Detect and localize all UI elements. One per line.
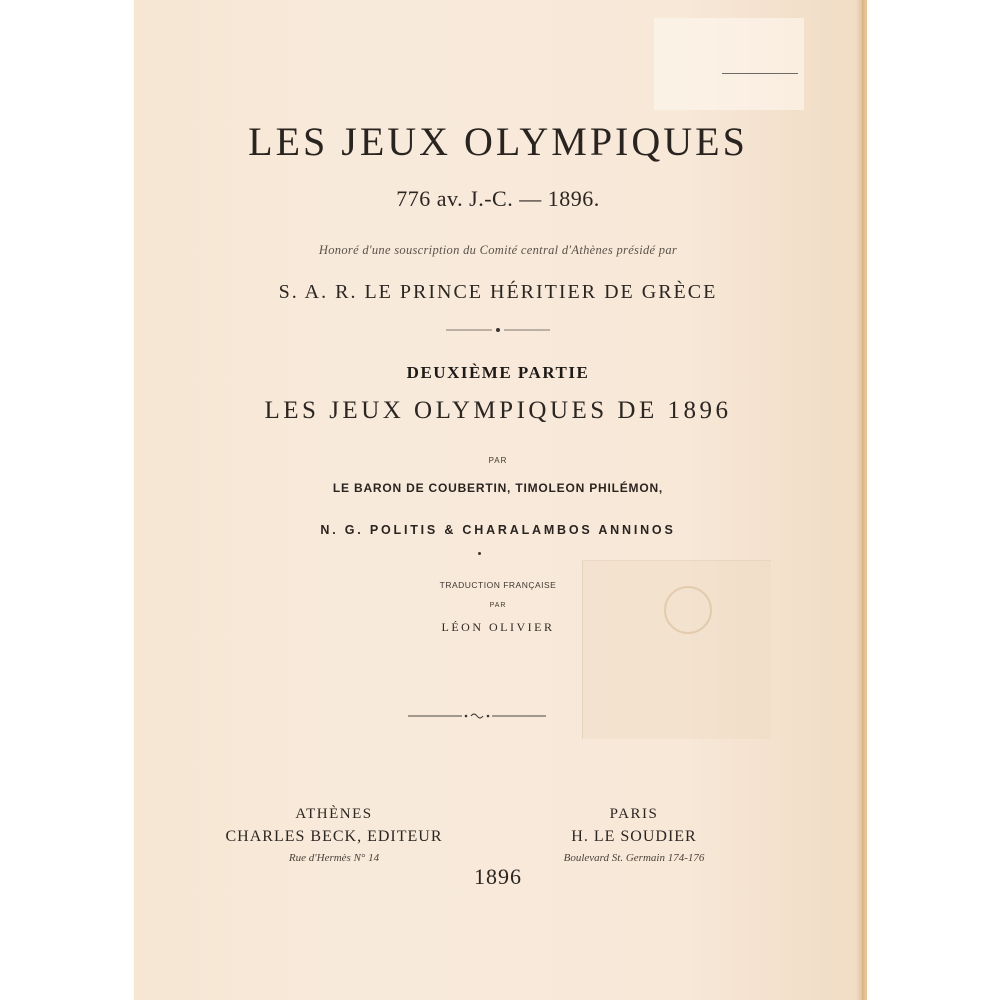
rule-ornament (408, 711, 546, 721)
publisher-athens-name: CHARLES BECK, EDITEUR (225, 828, 443, 845)
publisher-athens-city: ATHÈNES (295, 806, 373, 822)
translator-name: LÉON OLIVIER (441, 620, 555, 634)
translation-label: TRADUCTION FRANÇAISE (439, 580, 557, 590)
publisher-paris-name: H. LE SOUDIER (571, 828, 697, 845)
authors-line-2: N. G. POLITIS & CHARALAMBOS ANNINOS (320, 523, 676, 537)
sponsorship-line: Honoré d'une souscription du Comité central d'Athènes présidé par (318, 243, 678, 257)
publisher-athens-address: Rue d'Hermès N° 14 (288, 852, 380, 864)
paper-stain-top (654, 18, 804, 110)
prince-line: S. A. R. LE PRINCE HÉRITIER DE GRÈCE (278, 281, 718, 303)
publication-year: 1896 (474, 864, 522, 889)
small-rule-ornament (446, 326, 550, 334)
publisher-paris-address: Boulevard St. Germain 174-176 (563, 852, 705, 864)
authors-line-1: LE BARON DE COUBERTIN, TIMOLEON PHILÉMON, (332, 481, 664, 495)
part-heading: DEUXIÈME PARTIE (406, 363, 590, 382)
book-dates: 776 av. J.-C. — 1896. (396, 186, 600, 211)
title-page (134, 0, 862, 1000)
part-title: LES JEUX OLYMPIQUES DE 1896 (264, 397, 732, 424)
page-edge-shadow (856, 0, 862, 1000)
separator-dot (478, 552, 481, 555)
book-title: LES JEUX OLYMPIQUES (248, 119, 748, 164)
translation-par-label: PAR (489, 602, 507, 609)
pencil-mark-line (722, 73, 798, 74)
par-label: PAR (488, 456, 508, 465)
publisher-paris-city: PARIS (609, 806, 659, 822)
